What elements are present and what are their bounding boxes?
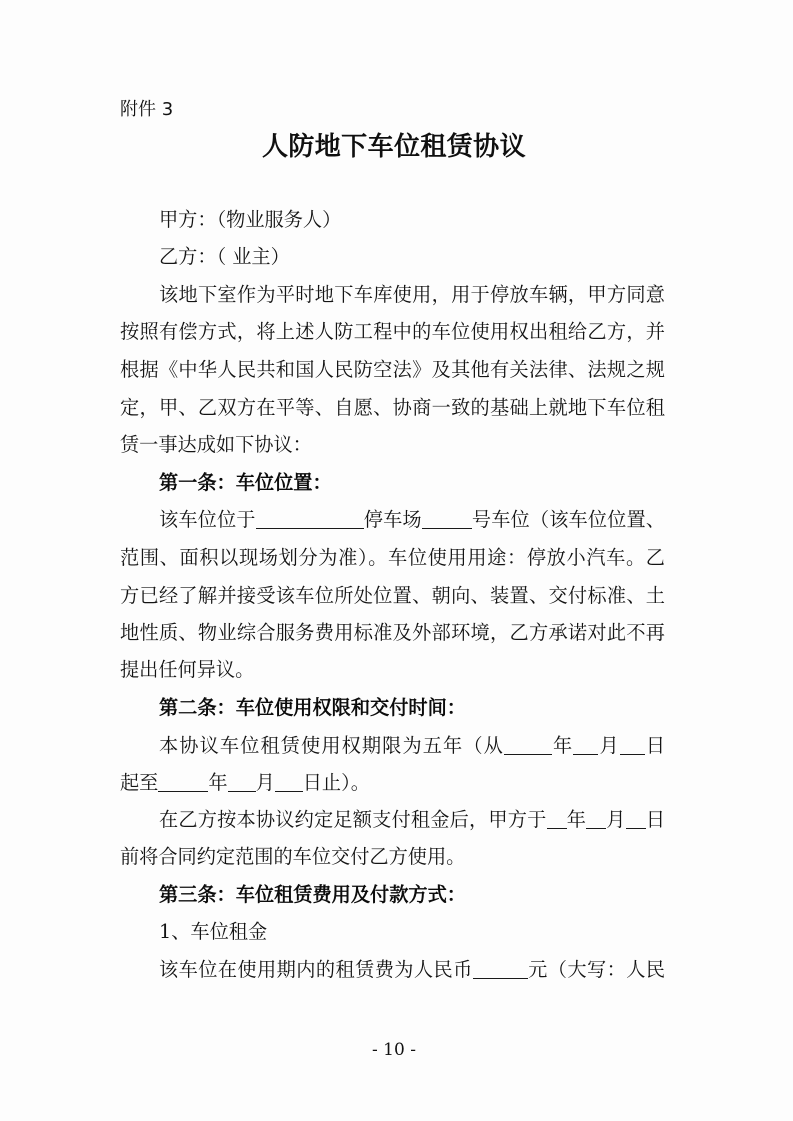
party-b-line: 乙方：（ 业主） (159, 245, 290, 268)
term-text-1: 本协议车位租赁使用权期限为五年（从 (159, 734, 504, 757)
item-1-rent-heading: 1、车位租金 (159, 920, 268, 943)
delivery-month-text: 月 (606, 808, 626, 831)
end-day-blank (275, 773, 303, 792)
start-day-blank (620, 736, 645, 755)
term-end-text-1: 起至 (120, 771, 159, 794)
location-text-2: 停车场 (363, 508, 422, 531)
term-month-text: 月 (598, 734, 620, 757)
term-end-month-text: 月 (255, 771, 275, 794)
delivery-year-blank (547, 810, 567, 829)
delivery-year-text: 年 (566, 808, 587, 831)
term-end-year-text: 年 (208, 771, 228, 794)
document-title: 人防地下车位租赁协议 (261, 132, 526, 162)
article-1-line-3: 方已经了解并接受该车位所处位置、朝向、装置、交付标准、土 (120, 584, 665, 607)
party-a-line: 甲方：（物业服务人） (159, 208, 342, 231)
intro-line-5: 赁一事达成如下协议： (120, 433, 312, 456)
space-number-blank (422, 510, 472, 529)
article-1-line-5: 提出任何异议。 (120, 658, 255, 681)
delivery-month-blank (586, 810, 606, 829)
term-day-text: 日 (644, 734, 665, 757)
term-year-text: 年 (551, 734, 574, 757)
delivery-line-1 (159, 805, 665, 835)
article-2-heading: 第二条：车位使用权限和交付时间： (159, 696, 466, 719)
article-1-line-4: 地性质、物业综合服务费用标准及外部环境，乙方承诺对此不再 (120, 621, 665, 644)
delivery-text-1: 在乙方按本协议约定足额支付租金后，甲方于 (159, 808, 547, 831)
end-year-blank (158, 773, 208, 792)
page-number: - 10 - (372, 1040, 416, 1060)
location-text-1: 该车位位于 (159, 508, 256, 531)
intro-line-2: 按照有偿方式，将上述人防工程中的车位使用权出租给乙方，并 (120, 320, 665, 343)
article-1-heading: 第一条：车位位置： (159, 471, 332, 494)
intro-line-3: 根据《中华人民共和国人民防空法》及其他有关法律、法规之规 (120, 358, 665, 381)
start-year-blank (504, 736, 552, 755)
end-month-blank (228, 773, 256, 792)
article-1-line-2: 范围、面积以现场划分为准）。车位使用用途：停放小汽车。乙 (120, 546, 665, 569)
lease-term-line-2 (120, 768, 665, 798)
article-3-heading: 第三条：车位租赁费用及付款方式： (159, 883, 466, 906)
location-text-3: 号车位（该车位位置、 (471, 508, 665, 531)
rent-amount-line (159, 955, 665, 985)
intro-line-4: 定，甲、乙双方在平等、自愿、协商一致的基础上就地下车位租 (120, 396, 665, 419)
delivery-day-blank (626, 810, 646, 829)
attachment-label: 附件 3 (120, 99, 174, 120)
intro-line-1: 该地下室作为平时地下车库使用，用于停放车辆，甲方同意 (159, 283, 665, 306)
term-end-day-text: 日止）。 (302, 771, 370, 794)
parking-lot-blank (256, 510, 364, 529)
delivery-line-2: 前将合同约定范围的车位交付乙方使用。 (120, 845, 466, 868)
rent-text-1: 该车位在使用期内的租赁费为人民币 (159, 958, 473, 981)
rent-amount-blank (473, 960, 528, 979)
delivery-day-text: 日 (645, 808, 665, 831)
parking-location-line (159, 505, 665, 535)
rent-text-2: 元（大写：人民 (527, 958, 665, 981)
lease-term-line-1 (159, 731, 665, 761)
start-month-blank (573, 736, 598, 755)
